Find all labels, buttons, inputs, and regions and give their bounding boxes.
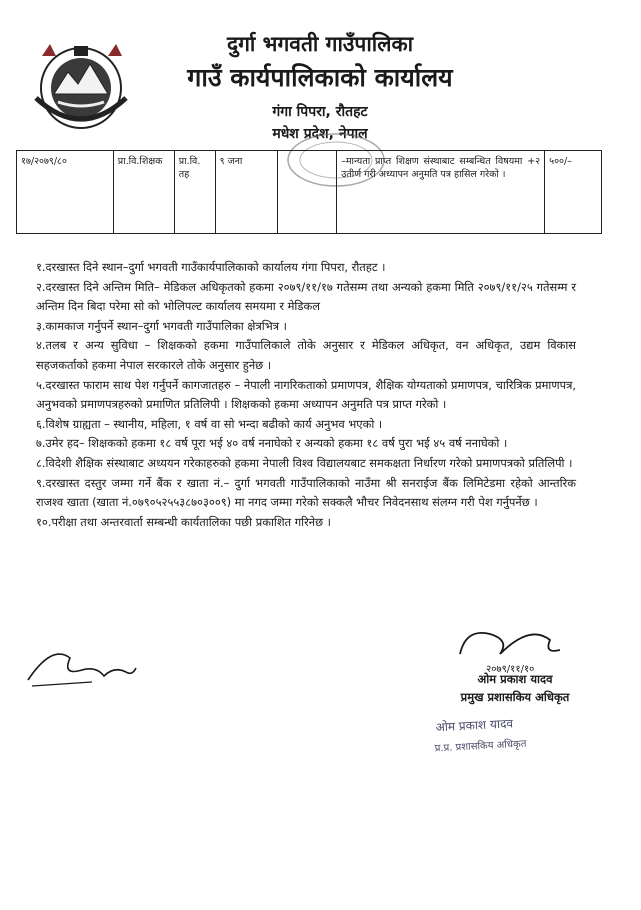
paragraph: ३.कामकाज गर्नुपर्ने स्थान–दुर्गा भगवती गाउँपालिका क्षेत्रभित्र । (36, 318, 287, 333)
vacancy-table-row (16, 150, 602, 234)
left-signature (22, 636, 140, 694)
paragraph: ६.विशेष ग्राह्यता – स्थानीय, महिला, १ वर्ष वा सो भन्दा बढीको कार्य अनुभव भएको । (36, 416, 383, 431)
paragraph: २.दरखास्त दिने अन्तिम मिति– मेडिकल अधिकृतको हकमा २०७९/११/१७ गतेसम्म तथा अन्यको हकमा मिति २०७९/११/२५ गतेसम्म र अन्तिम दिन बिदा परेमा सो को भोलिपल्ट कार्यालय समयमा र मेडिकल (36, 279, 576, 314)
stamp-name: ओम प्रकाश यादव (435, 716, 514, 735)
paragraph: ४.तलब र अन्य सुविधा – शिक्षकको हकमा गाउँपालिकाले तोके अनुसार र मेडिकल अधिकृत, वन अधिकृत, उद्यम विकास सहजकर्ताको हकमा नेपाल सरकारले तोके अनुसार हुनेछ । (36, 338, 576, 372)
signer-title: प्रमुख प्रशासकिय अधिकृत (460, 690, 570, 704)
table-cell-count: ९ जना (215, 151, 278, 234)
municipality-emblem (28, 36, 134, 134)
paragraph: १.दरखास्त दिने स्थान–दुर्गा भगवती गाउँकार्यपालिकाको कार्यालय गंगा पिपरा, रौतहट । (36, 260, 386, 274)
office-province: मधेश प्रदेश, नेपाल (272, 126, 368, 142)
right-signature (440, 614, 580, 678)
municipality-name: दुर्गा भगवती गाउँपालिका (226, 32, 414, 56)
name-stamp (430, 708, 570, 758)
paragraph: ५.दरखास्त फाराम साथ पेश गर्नुपर्ने कागजातहरु – नेपाली नागरिकताको प्रमाणपत्र, शैक्षिक योग्यताको प्रमाणपत्र, चारित्रिक प्रमाणपत्र, अनुभवको प्रमाणपत्रहरुको प्रमाणित प्रतिलिपी । शिक्षकको हकमा अध्यापन अनुमति पत्र प्राप्त गरेको । (36, 377, 576, 412)
table-cell-level: प्रा.वि. तह (174, 151, 215, 234)
table-row (17, 151, 602, 234)
office-location: गंगा पिपरा, रौतहट (272, 104, 368, 120)
notice-body (36, 258, 576, 532)
table-cell-qualification: –मान्यता प्राप्त शिक्षण संस्थाबाट सम्बन्धित विषयमा +२ उतीर्ण गरी अध्यापन अनुमति पत्र हासिल गरेको । (337, 151, 545, 234)
signer-name: ओम प्रकाश यादव (477, 672, 553, 686)
paragraph: ८.विदेशी शैक्षिक संस्थाबाट अध्ययन गरेकाहरुको हकमा नेपाली विश्व विद्यालयबाट समकक्षता निर्धारण गरेको प्रमाणपत्रको प्रतिलिपी । (36, 455, 573, 470)
table-cell-post: प्रा.वि.शिक्षक (113, 151, 174, 234)
office-name: गाउँ कार्यपालिकाको कार्यालय (187, 63, 453, 92)
table-cell-fee: ५००/– (545, 151, 602, 234)
table-cell-number: १७/२०७९/८० (17, 151, 114, 234)
table-cell-empty (278, 151, 337, 234)
paragraph: ९.दरखास्त दस्तुर जम्मा गर्ने बैंक र खाता नं.– दुर्गा भगवती गाउँपालिकाको नाउँमा श्री सनराईज बैंक लिमिटेडमा रहेको आन्तरिक राजश्व खाता (खाता नं.०७९०५२५५३८७०३००९) मा नगद जम्मा गरेको सक्कलै भौचर निवेदनसाथ संलग्न गरी पेश गर्नुपर्नेछ । (36, 475, 576, 510)
paragraph: १०.परीक्षा तथा अन्तरवार्ता सम्बन्धी कार्यतालिका पछी प्रकाशित गरिनेछ । (36, 514, 331, 529)
signature-date: २०७९/११/१० (486, 664, 535, 675)
paragraph: ७.उमेर हद– शिक्षकको हकमा १८ वर्ष पूरा भई ४० वर्ष ननाघेको र अन्यको हकमा १८ वर्ष पुरा भई ४५ वर्ष ननाघेको । (36, 436, 508, 451)
stamp-title: प्र.प्र. प्रशासकिय अधिकृत (434, 738, 527, 755)
